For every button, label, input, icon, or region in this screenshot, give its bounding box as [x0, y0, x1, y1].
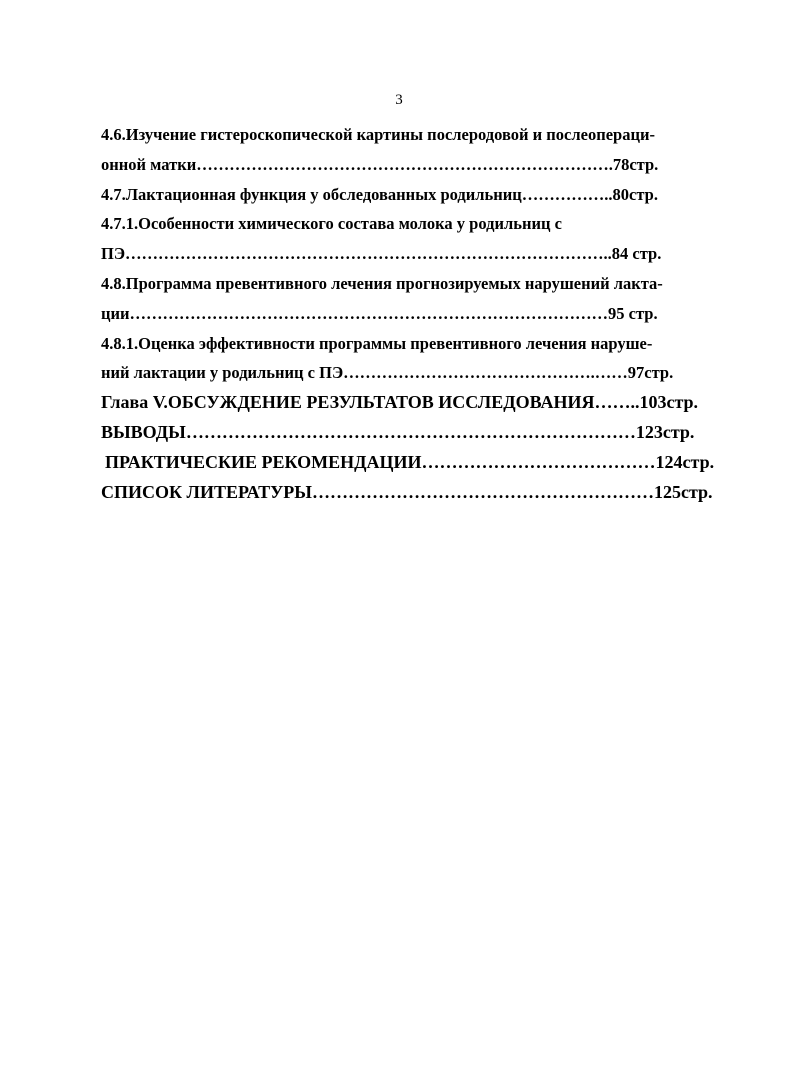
toc-line-chapter-5: Глава V.ОБСУЖДЕНИЕ РЕЗУЛЬТАТОВ ИССЛЕДОВАНИЯ……..103стр.	[101, 392, 699, 413]
toc-line-4-7-1-part2: ПЭ……………………………………………………………………………..84 стр.	[101, 244, 662, 264]
page-number: 3	[395, 92, 403, 108]
toc-line-references: СПИСОК ЛИТЕРАТУРЫ…………………………………………………125стр.	[101, 481, 713, 502]
toc-line-4-8-part2: ции……………………………………………………………………………95 стр.	[101, 303, 658, 323]
toc-line-4-6-part1: 4.6.Изучение гистероскопической картины послеродовой и послеопераци-	[101, 125, 655, 144]
toc-line-4-7: 4.7.Лактационная функция у обследованных родильниц……………..80стр.	[101, 184, 658, 204]
toc-line-4-8-1-part1: 4.8.1.Оценка эффективности программы превентивного лечения наруше-	[101, 333, 653, 353]
toc-line-conclusions: ВЫВОДЫ…………………………………………………………………123стр.	[101, 421, 695, 442]
toc-line-4-8-part1: 4.8.Программа превентивного лечения прогнозируемых нарушений лакта-	[101, 273, 663, 293]
toc-line-4-8-1-part2: ний лактации у родильниц с ПЭ……………………………………….……97стр.	[101, 363, 674, 383]
toc-line-recommendations: ПРАКТИЧЕСКИЕ РЕКОМЕНДАЦИИ…………………………………124стр.	[105, 451, 715, 472]
table-of-contents	[101, 120, 718, 507]
toc-line-4-6-part2: онной матки………………………………………………………………….78стр.	[101, 154, 659, 174]
toc-line-4-7-1-part1: 4.7.1.Особенности химического состава молока у родильниц с	[101, 214, 562, 234]
